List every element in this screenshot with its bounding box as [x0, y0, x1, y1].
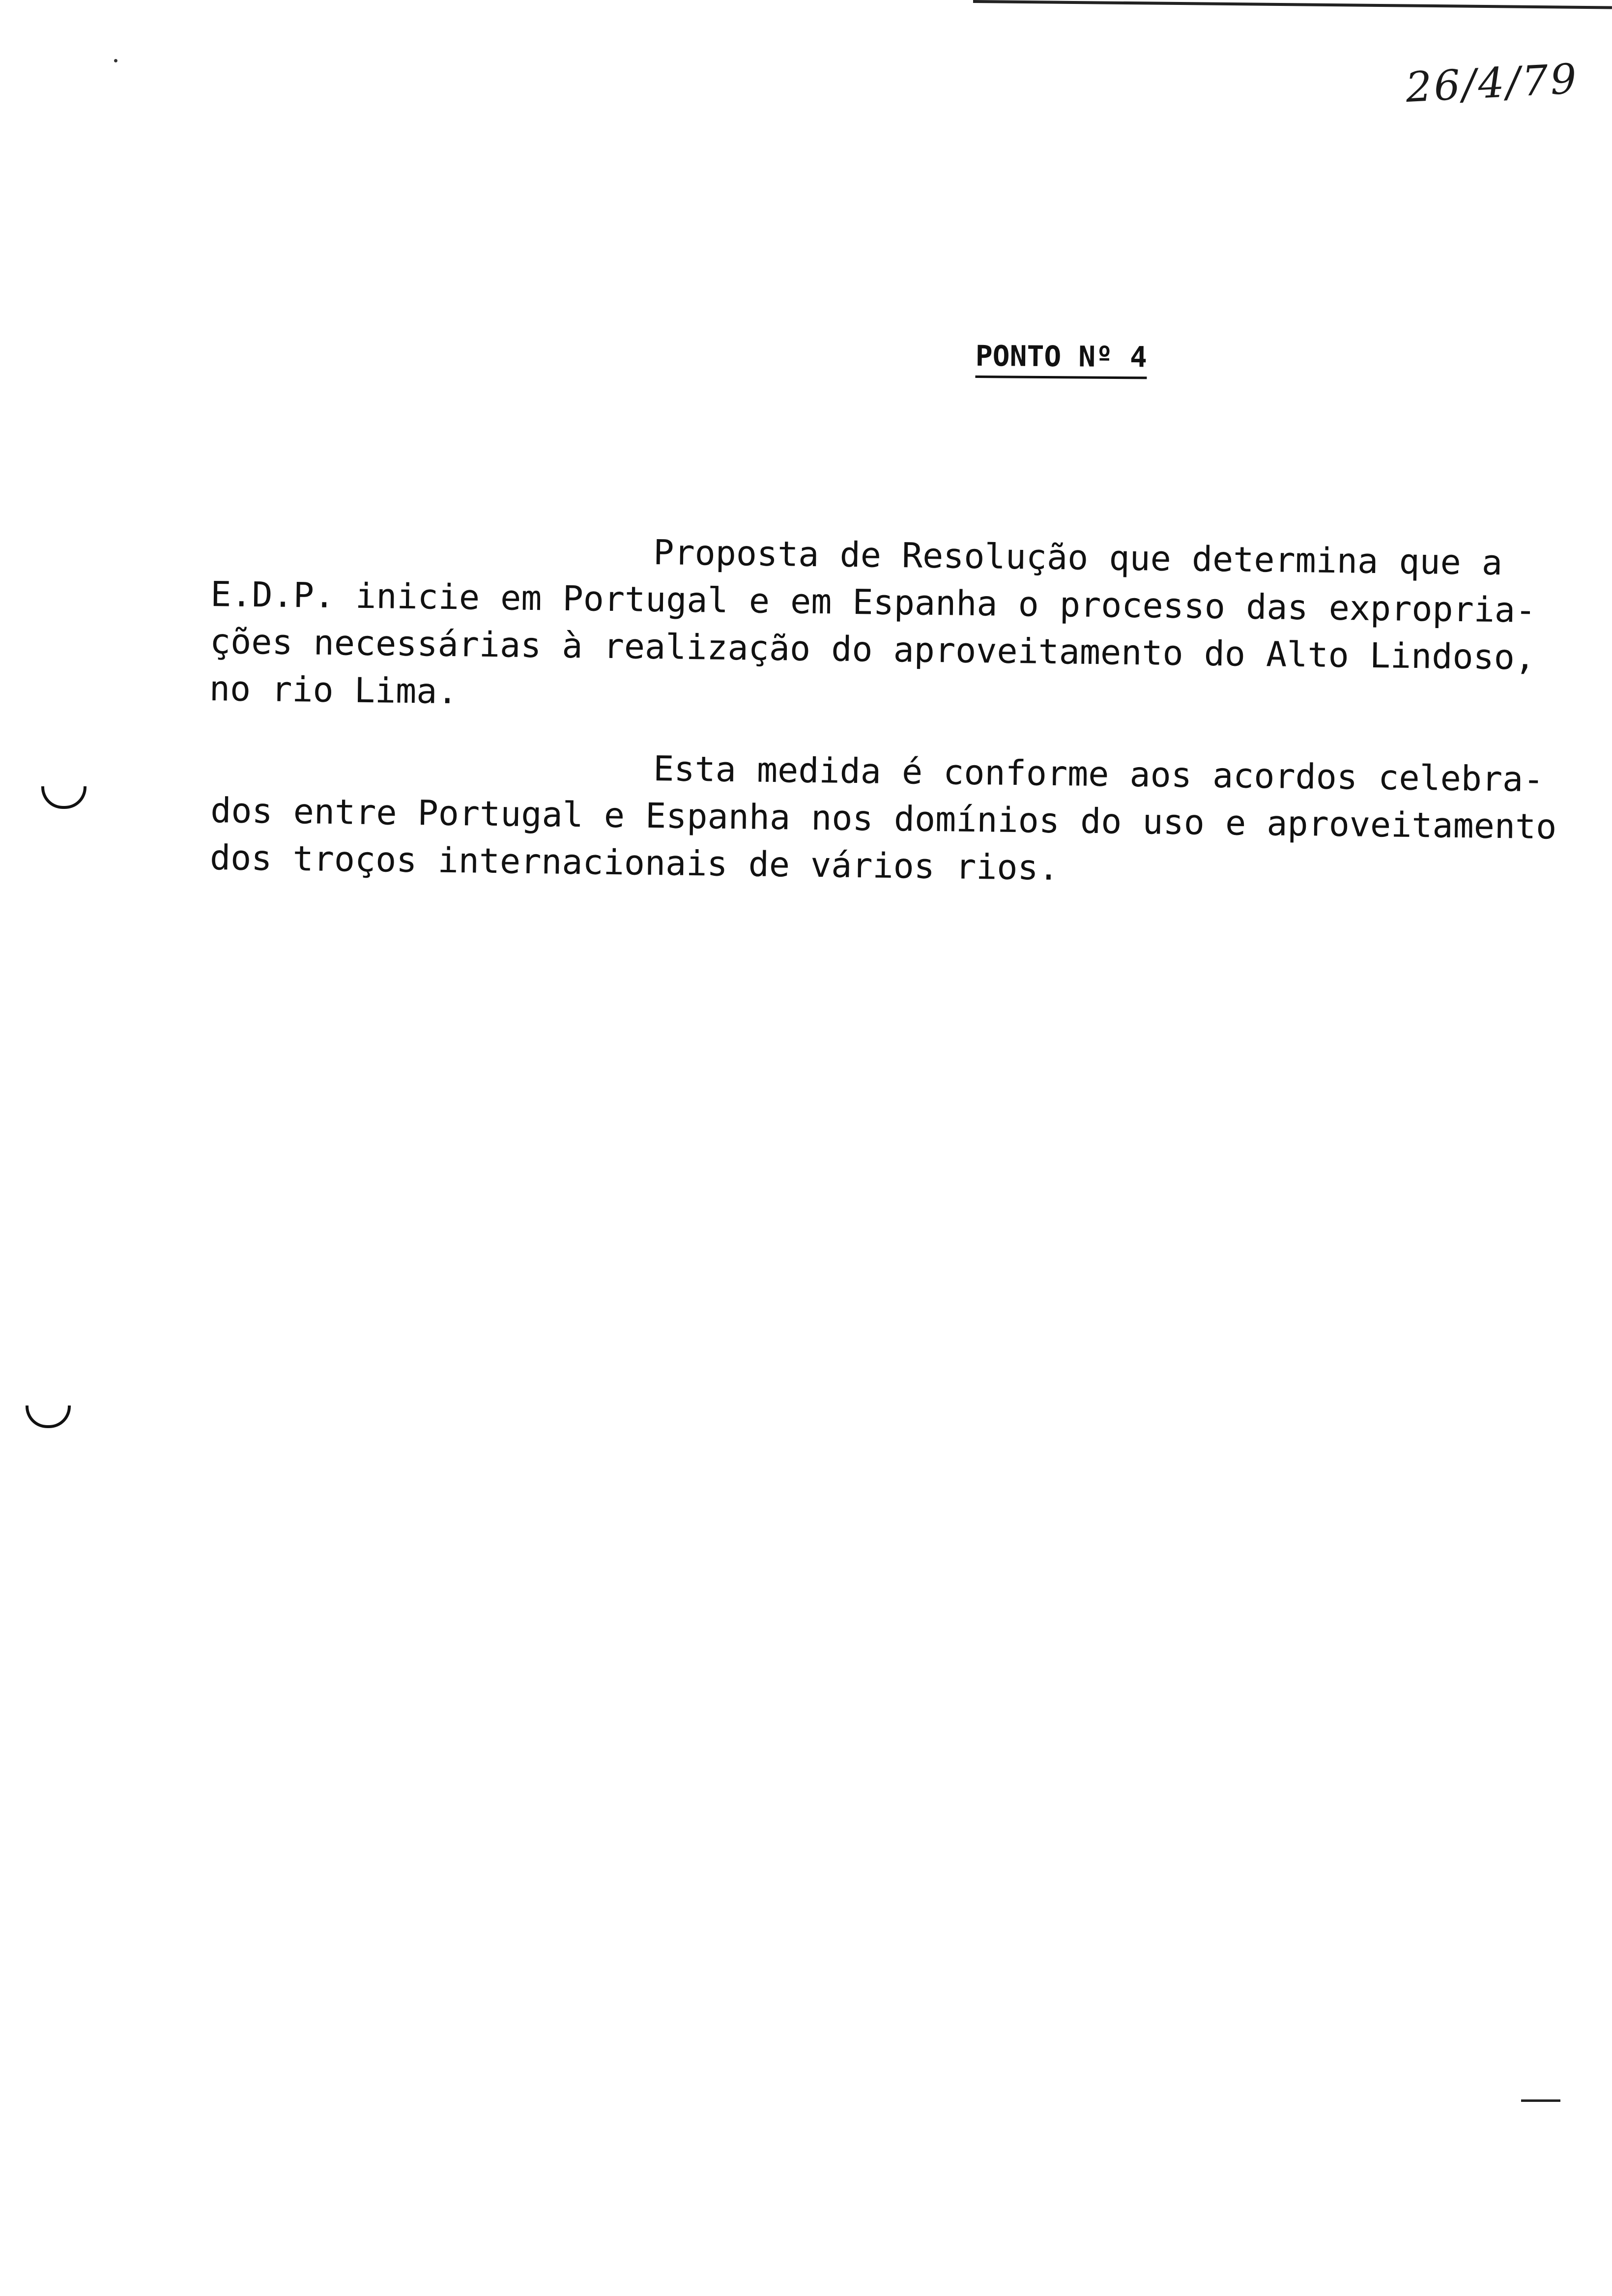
heading-text: PONTO Nº 4 — [975, 339, 1147, 379]
scan-edge-line — [973, 0, 1612, 9]
punch-hole-mark — [41, 786, 86, 809]
margin-dash — [1521, 2099, 1560, 2102]
paragraph-line: E.D.P. inicie em Portugal e em Espanha o processo das expropria- — [210, 574, 1536, 631]
paragraph-line: no rio Lima. — [209, 668, 459, 712]
paragraph-proposal — [209, 523, 1536, 728]
handwritten-date: 26/4/79 — [1404, 54, 1580, 112]
paragraph-line: dos troços internacionais de vários rios. — [209, 837, 1060, 889]
document-heading — [975, 339, 1147, 379]
paragraph-line: ções necessárias à realização do aproveitamento do Alto Lindoso, — [209, 621, 1536, 678]
paragraph-line: Esta medida é conforme aos acordos celebra- — [653, 748, 1544, 800]
paragraph-line: Proposta de Resolução que determina que a — [653, 532, 1503, 583]
punch-hole-mark — [26, 1406, 71, 1428]
paragraph-line: dos entre Portugal e Espanha nos domínios do uso e aproveitamento — [210, 790, 1557, 847]
scan-speck — [114, 59, 117, 62]
paragraph-agreement — [209, 740, 1557, 897]
